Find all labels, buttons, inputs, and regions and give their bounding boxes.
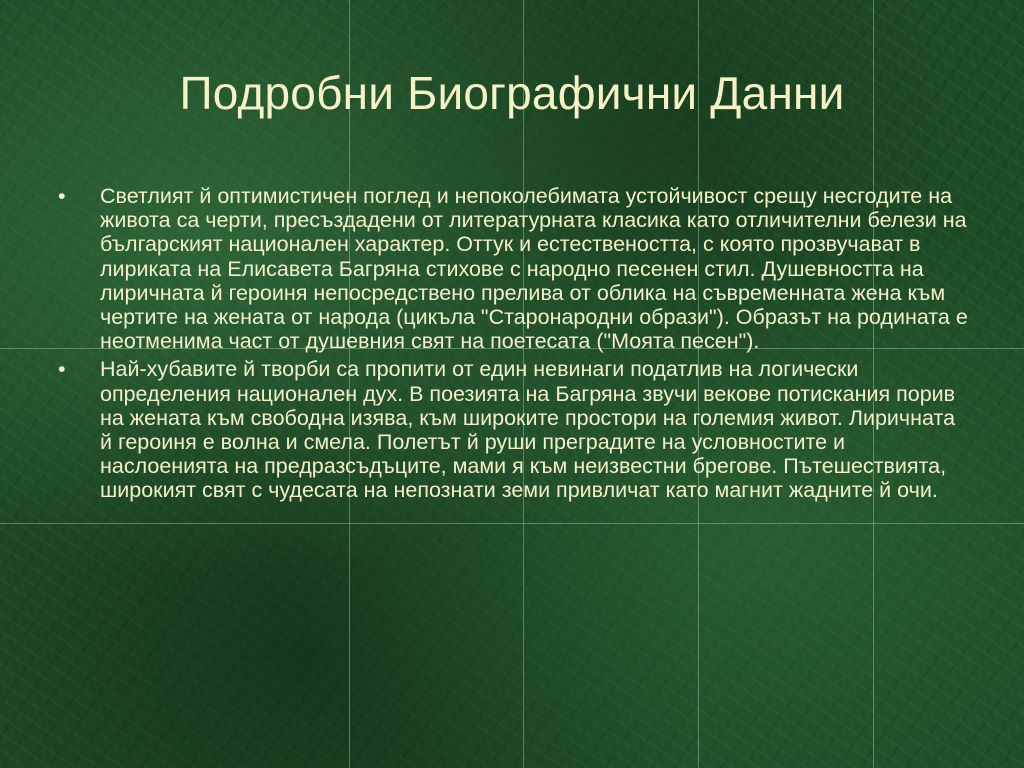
slide-title: Подробни Биографични Данни [179,67,845,119]
bullet-text: Най-хубавите й творби са пропити от един невинаги податлив на логически определения национален дух. В поезията на Багряна звучи векове потискания порив на жената към свободна изява, към широките простори на големия живот. Лиричната й героиня е волна и смела. Полетът й руши преградите на условностите и наслоенията на предразсъдъците, мами я към неизвестни брегове. Пътешествията, широкият свят с чудесата на непознати земи привличат като магнит жадните й очи. [100,357,956,503]
bullet-text: Светлият й оптимистичен поглед и непоколебимата устойчивост срещу несгодите на живота са черти, пресъздадени от литературната класика като отличителни белези на българският национален характер. Оттук и естествеността, с която прозвучават в лириката на Елисавета Багряна стихове с народно песенен стил. Душевността на лиричната й героиня непосредствено прелива от облика на съвременната жена към чертите на жената от народа (цикъла "Старонародни образи"). Образът на родината е неотменима част от душевния свят на поетесата ("Моята песен"). [100,184,968,354]
bullet-item [54,184,969,353]
bullet-icon: • [58,357,66,382]
tile-seam-horizontal [0,523,1024,524]
bullet-icon: • [58,184,66,208]
bullet-list [54,184,969,507]
bullet-item [54,357,969,502]
